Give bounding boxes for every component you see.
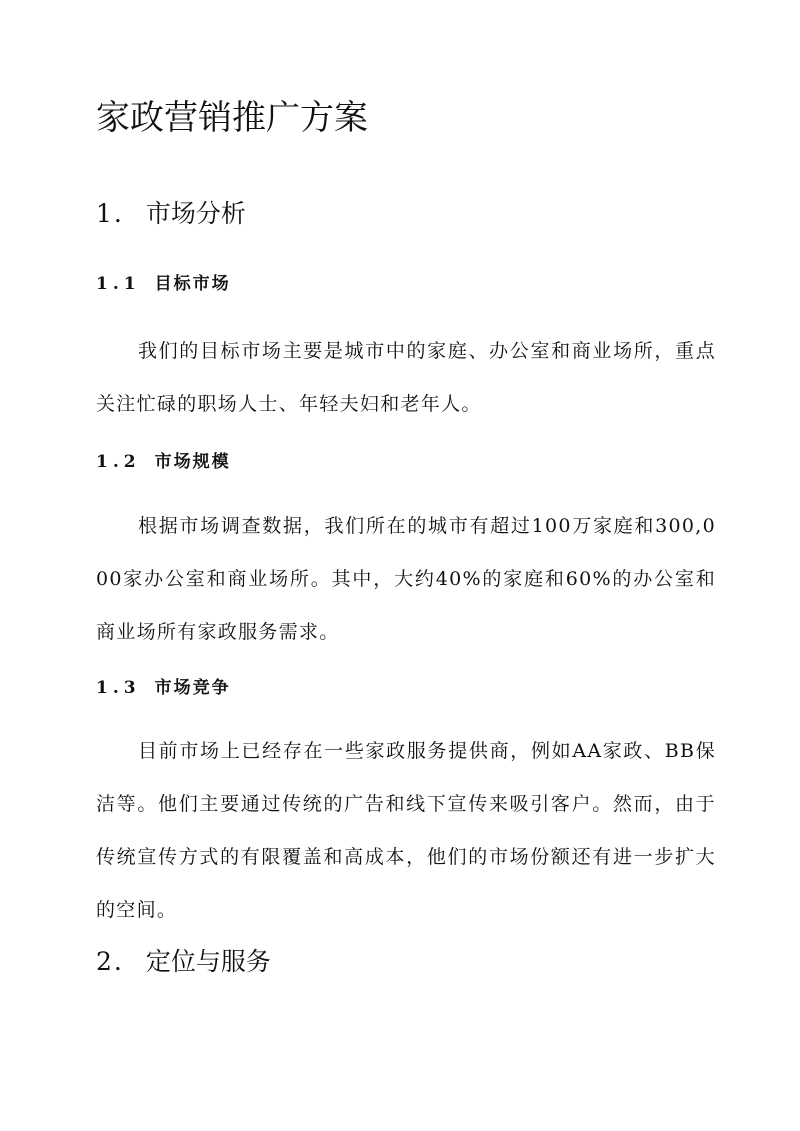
section-heading-1	[96, 198, 246, 230]
subsection-title: 目标市场	[154, 274, 231, 294]
paragraph-market-size: 根据市场调查数据，我们所在的城市有超过100万家庭和300,000家办公室和商业场所。其中，大约40%的家庭和60%的办公室和商业场所有家政服务需求。	[96, 515, 716, 643]
subsection-title: 市场竞争	[154, 678, 231, 698]
section-title: 市场分析	[145, 199, 246, 228]
subsection-heading-1-3	[96, 676, 231, 700]
section-number: 2.	[96, 947, 124, 976]
subsection-heading-1-2	[96, 450, 231, 474]
subsection-number: 1.1	[96, 274, 141, 294]
subsection-title: 市场规模	[154, 452, 231, 472]
section-number: 1.	[96, 199, 124, 228]
subsection-number: 1.3	[96, 678, 141, 698]
document-title: 家政营销推广方案	[96, 98, 368, 138]
paragraph-market-competition: 目前市场上已经存在一些家政服务提供商，例如AA家政、BB保洁等。他们主要通过传统的广告和线下宣传来吸引客户。然而，由于传统宣传方式的有限覆盖和高成本，他们的市场份额还有进一步扩大的空间。	[96, 740, 716, 921]
section-title: 定位与服务	[145, 947, 271, 976]
section-heading-2	[96, 946, 271, 978]
subsection-heading-1-1	[96, 272, 231, 296]
subsection-number: 1.2	[96, 452, 141, 472]
paragraph-target-market: 我们的目标市场主要是城市中的家庭、办公室和商业场所，重点关注忙碌的职场人士、年轻夫妇和老年人。	[96, 340, 716, 415]
